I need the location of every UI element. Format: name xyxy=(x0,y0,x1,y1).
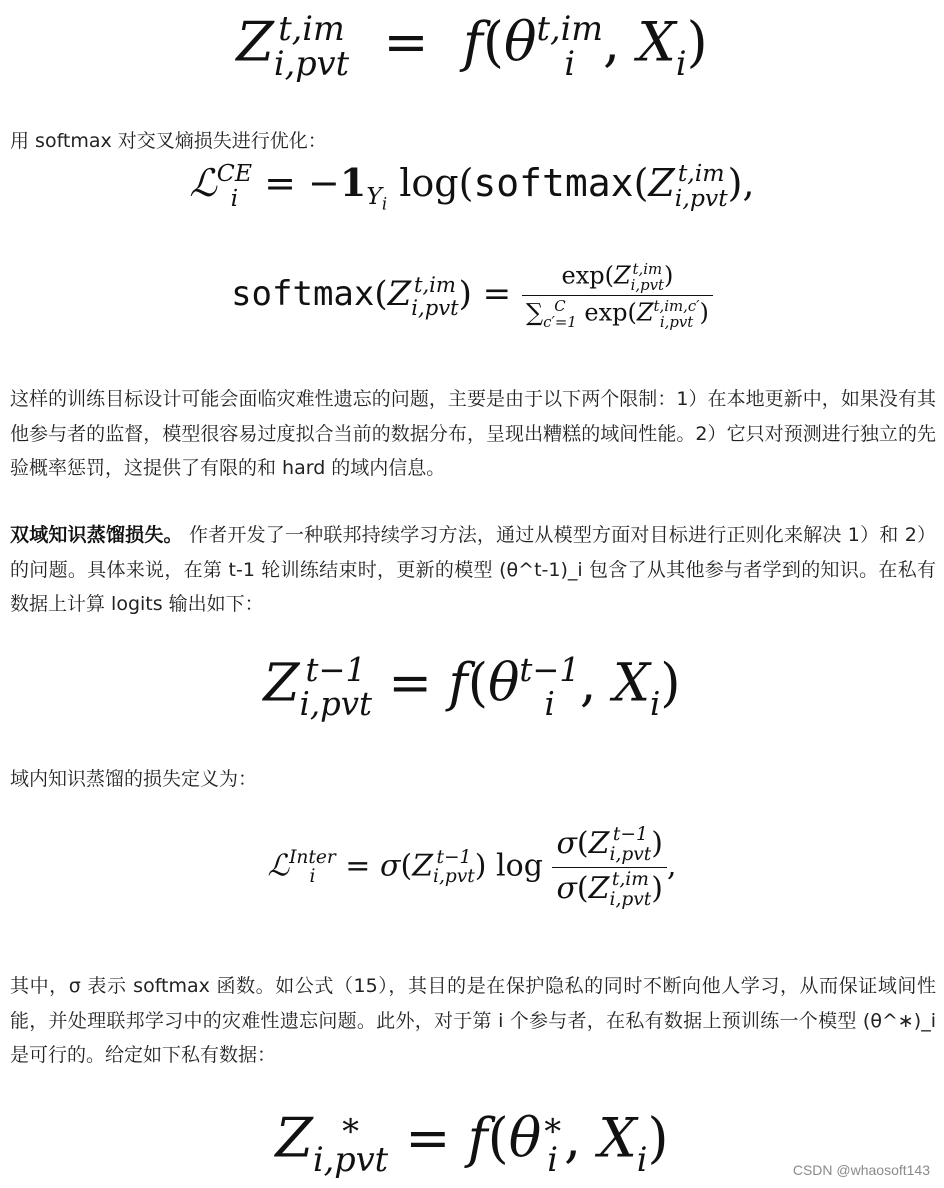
paragraph-sigma-explanation: 其中，σ 表示 softmax 函数。如公式（15），其目的是在保护隐私的同时不断向他人学习，从而保证域间性能，并处理联邦学习中的灾难性遗忘问题。此外，对于第 i 个参与者，在私有数据上预训练一个模型 (θ^∗)_i 是可行的。给定如下私有数据： xyxy=(10,975,936,1066)
equation-logits-pretrained: Z ∗ i,pvt = f(θ ∗ i , X i ) xyxy=(275,1105,669,1180)
paragraph-limitations: 这样的训练目标设计可能会面临灾难性遗忘的问题，主要是由于以下两个限制：1）在本地更新中，如果没有其他参与者的监督，模型很容易过度拟合当前的数据分布，呈现出糟糕的域间性能。2）它只对预测进行独立的先验概率惩罚，这提供了有限的和 hard 的域内信息。 xyxy=(10,388,936,479)
intro-inter-loss: 域内知识蒸馏的损失定义为： xyxy=(10,768,258,790)
equation-logits-previous: Z t−1 i,pvt = f(θ t−1 i , X i ) xyxy=(263,651,681,723)
paragraph-dual-domain-kd xyxy=(10,518,936,622)
equation-softmax: softmax(Z t,im i,pvt ) = exp(Z t,im i,pvt ) ∑ C c′=1 exp(Z t,im,c′ i,pvt ) xyxy=(0,262,944,330)
equation-logits-current: Z t,im i,pvt = f(θ t,im i , X i ) xyxy=(236,9,708,84)
equation-cross-entropy: ℒ CE i = −1 $Y_i$ log(softmax(Z t,im i,pvt ), xyxy=(189,159,755,214)
paragraph-dual-domain-kd-body: 作者开发了一种联邦持续学习方法，通过从模型方面对目标进行正则化来解决 1）和 2）的问题。具体来说，在第 t-1 轮训练结束时，更新的模型 (θ^t-1)_i 包含了从其他参与者学到的知识。在私有数据上计算 logits 输出如下： xyxy=(10,524,936,615)
intro-cross-entropy: 用 softmax 对交叉熵损失进行优化： xyxy=(10,130,327,152)
heading-dual-domain-kd: 双域知识蒸馏损失。 xyxy=(10,524,183,546)
watermark: CSDN @whaosoft143 xyxy=(792,1162,930,1178)
equation-inter-loss: ℒ Inter i = σ(Z t−1 i,pvt ) log σ(Z t−1 i,pvt ) σ(Z t,im i,pvt ) , xyxy=(267,824,677,910)
